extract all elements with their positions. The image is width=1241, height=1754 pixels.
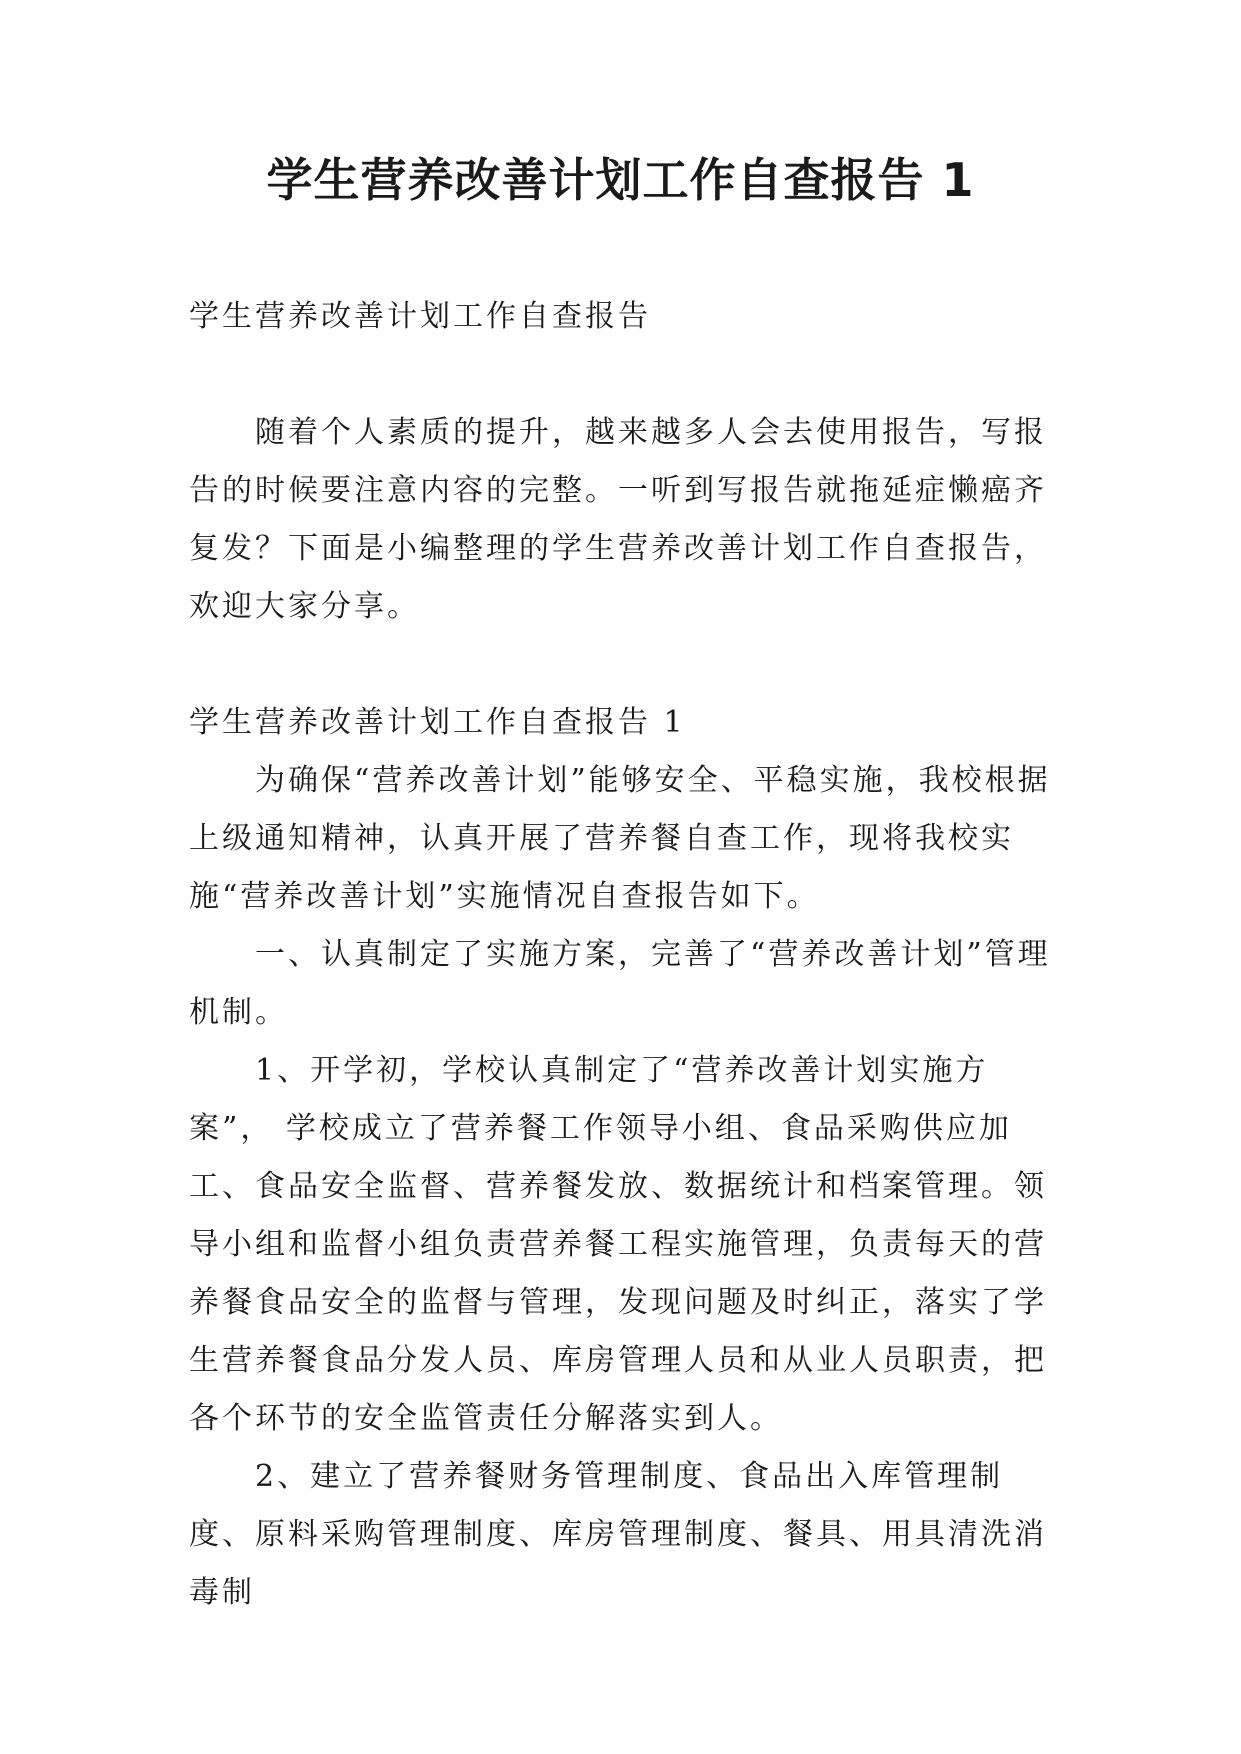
body-paragraph: 一、认真制定了实施方案，完善了“营养改善计划”管理机制。 — [189, 937, 1051, 1030]
spacer — [189, 346, 1055, 404]
body-paragraph: 1、开学初，学校认真制定了“营养改善计划实施方案”， 学校成立了营养餐工作领导小组、食品采购供应加工、食品安全监督、营养餐发放、数据统计和档案管理。领导小组和监督小组负责营养餐工程实施管理，负责每天的营养餐食品安全的监督与管理，发现问题及时纠正，落实了学生营养餐食品分发人员、库房管理人员和从业人员职责，把各个环节的安全监管责任分解落实到人。 — [189, 1053, 1047, 1436]
subtitle-paragraph: 学生营养改善计划工作自查报告 — [189, 299, 651, 334]
document-title: 学生营养改善计划工作自查报告 1 — [266, 153, 975, 207]
body-paragraph: 2、建立了营养餐财务管理制度、食品出入库管理制度、原料采购管理制度、库房管理制度、餐具、用具清洗消毒制 — [189, 1459, 1047, 1610]
spacer — [189, 636, 1055, 694]
section-heading: 学生营养改善计划工作自查报告 1 — [189, 705, 686, 740]
document-body — [189, 288, 1055, 1622]
intro-paragraph: 随着个人素质的提升，越来越多人会去使用报告，写报告的时候要注意内容的完整。一听到写报告就拖延症懒癌齐复发？下面是小编整理的学生营养改善计划工作自查报告，欢迎大家分享。 — [189, 415, 1047, 624]
body-paragraph: 为确保“营养改善计划”能够安全、平稳实施，我校根据上级通知精神，认真开展了营养餐自查工作，现将我校实施“营养改善计划”实施情况自查报告如下。 — [189, 763, 1051, 914]
